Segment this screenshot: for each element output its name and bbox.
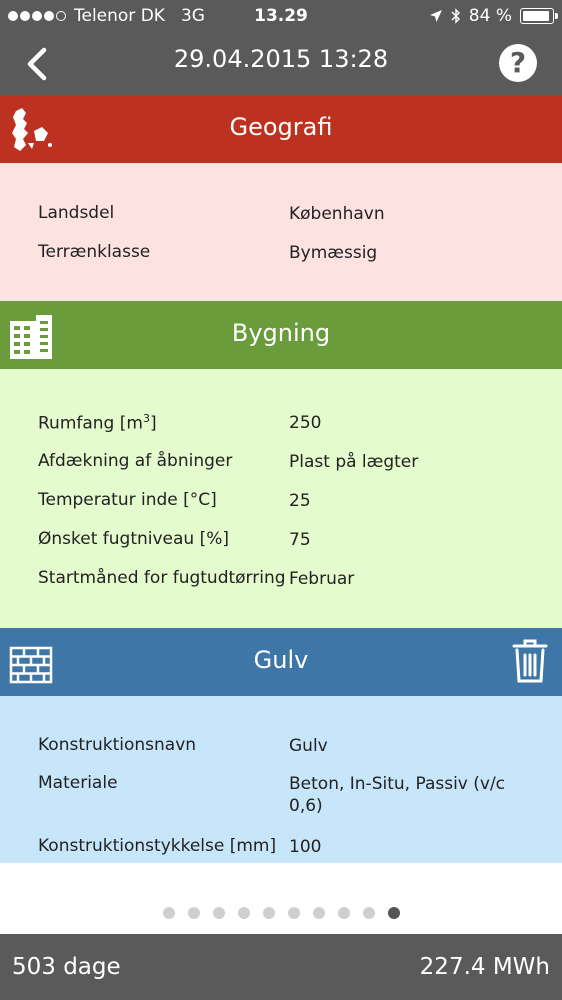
- bluetooth-icon: [451, 8, 461, 24]
- row-value: 100: [289, 837, 322, 857]
- row-value: 250: [289, 413, 322, 433]
- network-type: 3G: [180, 6, 205, 26]
- row-value: Bymæssig: [289, 243, 378, 263]
- geografi-title: Geografi: [229, 113, 333, 141]
- page-dot[interactable]: [363, 907, 375, 919]
- superscript: 3: [142, 412, 150, 425]
- row-label: Startmåned for fugtudtørring: [38, 568, 286, 588]
- row-label: [38, 412, 157, 434]
- battery-percent: 84 %: [468, 6, 512, 26]
- row-value: København: [289, 204, 385, 224]
- page-dot[interactable]: [338, 907, 350, 919]
- location-arrow-icon: [429, 9, 443, 23]
- geografi-header: [0, 95, 562, 163]
- row-label: Terrænklasse: [38, 242, 151, 262]
- row-value: Plast på lægter: [289, 452, 419, 472]
- page-dot[interactable]: [388, 907, 400, 919]
- battery-icon: [520, 8, 554, 24]
- rumfang-label-text: Rumfang [m: [38, 413, 143, 434]
- geografi-body: [0, 163, 562, 301]
- gulv-body: [0, 696, 562, 863]
- row-label: Konstruktionsnavn: [38, 735, 197, 755]
- row-label: Afdækning af åbninger: [38, 451, 233, 471]
- bottom-bar: [0, 934, 562, 1000]
- page-title: 29.04.2015 13:28: [173, 45, 389, 73]
- energy-value: 227.4 MWh: [419, 954, 550, 980]
- row-label: Konstruktionstykkelse [mm]: [38, 836, 277, 856]
- help-icon[interactable]: ?: [499, 44, 537, 82]
- bygning-title: Bygning: [231, 319, 331, 347]
- clock: 13.29: [254, 6, 308, 26]
- row-label: Landsdel: [38, 203, 115, 223]
- page-dot[interactable]: [313, 907, 325, 919]
- top-bar: [0, 0, 562, 95]
- page-dot[interactable]: [188, 907, 200, 919]
- page-dot[interactable]: [263, 907, 275, 919]
- page-dot[interactable]: [288, 907, 300, 919]
- rumfang-label-end: ]: [149, 413, 157, 434]
- bygning-body: [0, 369, 562, 628]
- row-label: Ønsket fugtniveau [%]: [38, 529, 230, 549]
- row-value: Februar: [289, 569, 355, 589]
- carrier-name: Telenor DK: [74, 6, 165, 26]
- gulv-header: [0, 628, 562, 696]
- status-bar: [0, 0, 562, 32]
- gulv-title: Gulv: [253, 646, 309, 674]
- row-label: Materiale: [38, 773, 118, 793]
- page-indicator[interactable]: [0, 904, 562, 923]
- row-value: 75: [289, 530, 311, 550]
- bygning-header: [0, 301, 562, 369]
- row-value: 25: [289, 491, 311, 511]
- page-dot[interactable]: [238, 907, 250, 919]
- page-dot[interactable]: [213, 907, 225, 919]
- trash-icon[interactable]: [512, 638, 548, 684]
- row-value: Gulv: [289, 736, 328, 756]
- page-dot[interactable]: [163, 907, 175, 919]
- days-value: 503 dage: [12, 954, 121, 980]
- row-value: Beton, In-Situ, Passiv (v/c 0,6): [289, 774, 506, 816]
- row-label: Temperatur inde [°C]: [38, 490, 217, 510]
